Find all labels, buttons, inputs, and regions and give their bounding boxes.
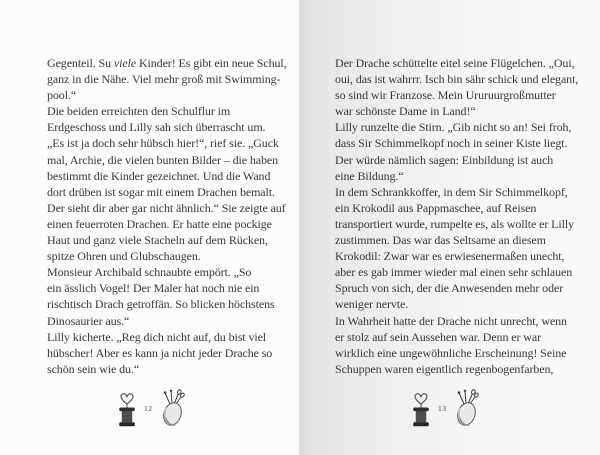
text-line: Erdgeschoss und Lilly sah sich überrascht um.	[47, 120, 266, 135]
text-line: er stolz auf sein Aussehen war. Denn er war	[335, 329, 541, 344]
text-line: In Wahrheit hatte der Drache nicht unrecht, wenn	[335, 313, 567, 328]
right-page	[299, 0, 600, 455]
text-line: oui, das ist wahrrr. Isch bin sähr schick und elegant,	[335, 72, 579, 87]
thread-spool-heart-icon	[117, 388, 137, 428]
text-line: dort drüben ist sogar mit einem Drachen bemalt.	[47, 184, 275, 199]
text-line: war schönste Dame in Land!“	[335, 104, 476, 119]
left-page-footer	[117, 387, 186, 429]
text-line: Schuppen waren eigentlich regenbogenfarben,	[335, 361, 554, 376]
text-line: Lilly kicherte. „Reg dich nicht auf, du bist viel	[47, 329, 267, 344]
text-line: spitze Ohren und Glubschaugen.	[47, 249, 201, 264]
text-line: ein Krokodil aus Pappmaschee, auf Reisen	[335, 200, 537, 215]
text-line: ein ässlich Vogel! Der Maler hat noch nie ein	[47, 281, 260, 296]
page-number-right: 13	[438, 403, 447, 413]
pincushion-icon	[454, 388, 480, 428]
text-line: Krokodil: Zwar war es erwiesenermaßen unecht,	[335, 249, 565, 264]
text-line: Der Drache schüttelte eitel seine Flügelchen. „Oui,	[335, 56, 575, 70]
text-line: wirklich eine ungewöhnliche Erscheinung! Seine	[335, 345, 567, 360]
text-line: ganz in die Nähe. Viel mehr groß mit Swimming-	[47, 72, 281, 87]
text-line: Lilly runzelte die Stirn. „Gib nicht so an! Sei froh,	[335, 120, 572, 135]
text-line: rischtisch Drach getroffän. So blicken höchstens	[47, 297, 275, 312]
text-line: Die beiden erreichten den Schulflur im	[47, 104, 231, 119]
right-page-text	[335, 55, 591, 377]
text-line: zustimmen. Das war das Seltsame an diesem	[335, 233, 546, 248]
text-line: Der sieht dir aber gar nicht ähnlich.“ Sie zeigte auf	[47, 200, 286, 215]
text-line: schön sein wie du.“	[47, 361, 140, 376]
text-line: Monsieur Archibald schnaubte empört. „So	[47, 265, 252, 280]
right-page-footer	[411, 387, 480, 429]
text-line: Spruch von sich, der die Anwesenden mehr oder	[335, 281, 564, 296]
text-line: In dem Schrankkoffer, in dem Sir Schimmelkopf,	[335, 184, 568, 199]
text-line: pool.“	[47, 88, 77, 103]
text-line: „Es ist ja doch sehr hübsch hier!“, rief sie. „Guck	[47, 136, 279, 151]
left-page-text	[47, 55, 303, 377]
text-line: Gegenteil. Su viele Kinder! Es gibt ein neue Schul,	[47, 56, 287, 70]
text-line: einen feuerroten Drachen. Er hatte eine pockige	[47, 216, 272, 231]
thread-spool-heart-icon	[411, 388, 431, 428]
pincushion-icon	[160, 388, 186, 428]
text-line: bestimmt die Kinder gezeichnet. Und die Wand	[47, 168, 271, 183]
text-line: aber es gab immer wieder mal einen sehr schlauen	[335, 265, 573, 280]
left-page	[0, 0, 299, 455]
text-line: weniger nervte.	[335, 297, 409, 312]
text-line: Haut und ganz viele Stacheln auf dem Rücken,	[47, 233, 268, 248]
text-line: so sind wir Franzose. Mein Ururuurgroßmutter	[335, 88, 556, 103]
page-number-left: 12	[144, 403, 153, 413]
text-line: Der würde nämlich sagen: Einbildung ist auch	[335, 152, 554, 167]
text-line: mal, Archie, die vielen bunten Bilder – die haben	[47, 152, 279, 167]
text-line: transportiert wurde, rumpelte es, als wollte er Lilly	[335, 216, 574, 231]
text-line: hübscher! Aber es kann ja nicht jeder Drache so	[47, 345, 273, 360]
text-line: dass Sir Schimmelkopf noch in seiner Kiste liegt.	[335, 136, 568, 151]
text-line: eine Bildung.“	[335, 168, 404, 183]
text-line: Dinosaurier aus.“	[47, 313, 130, 328]
